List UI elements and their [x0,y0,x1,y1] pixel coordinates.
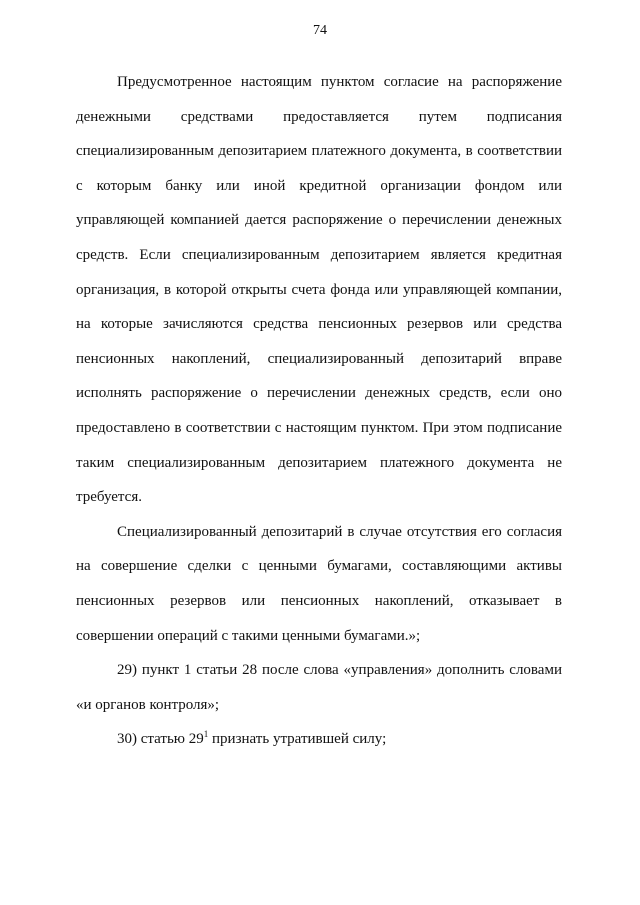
paragraph-consent-provision: Предусмотренное настоящим пунктом согласие на распоряжение денежными средствами предоставляется путем подписания специализированным депозитарием платежного документа, в соответствии с которым банку или иной кредитной организации фондом или управляющей компанией дается распоряжение о перечислении денежных средств. Если специализированным депозитарием является кредитная организация, в которой открыты счета фонда или управляющей компании, на которые зачисляются средства пенсионных резервов или средства пенсионных накоплений, специализированный депозитарий вправе исполнять распоряжение о перечислении денежных средств, если оно предоставлено в соответствии с настоящим пунктом. При этом подписание таким специализированным депозитарием платежного документа не требуется. [76,74,562,506]
item-30-text-before: 30) статью 29 [117,731,204,748]
item-30-text-after: признать утратившей силу; [208,731,387,748]
paragraph-item-29: 29) пункт 1 статьи 28 после слова «управления» дополнить словами «и органов контроля»; [76,662,562,713]
item-30-superscript: 1 [203,729,209,740]
document-body [76,65,562,757]
page-number: 74 [313,23,327,38]
paragraph-depositary-refusal: Специализированный депозитарий в случае отсутствия его согласия на совершение сделки с ценными бумагами, составляющими активы пенсионных резервов или пенсионных накоплений, отказывает в совершении операций с такими ценными бумагами.»; [76,523,562,644]
paragraph-item-30 [76,722,562,757]
